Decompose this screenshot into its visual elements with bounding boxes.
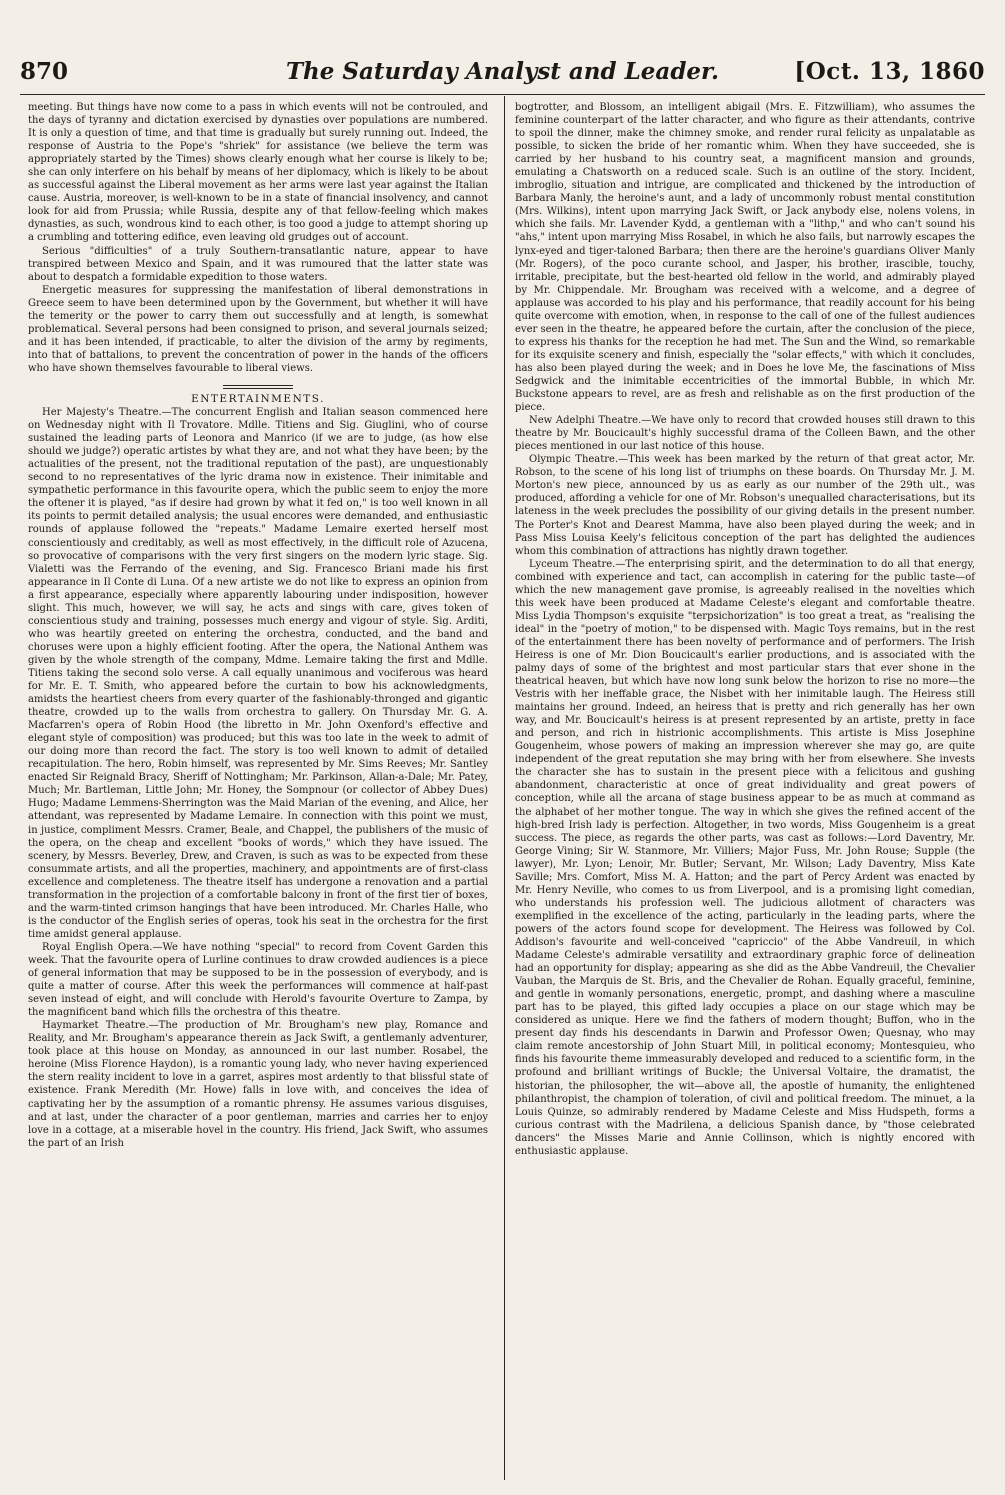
page-number: 870: [20, 58, 69, 85]
article-paragraph: Her Majesty's Theatre.—The concurrent English and Italian season commenced here on Wednesday night with Il Trovatore. Mdlle. Titiens and Sig. Giuglini, who of course sustained the leading parts of Leonora and Manrico (if we are to judge, (as how else should we judge?) operatic artistes by what they are, and not what they have been; by the actualities of the present, not the traditional reputation of the past), are unquestionably second to no representatives of the lyric drama now in existence. Their inimitable and sympathetic performance in this favourite opera, which the public seem to enjoy the more the oftener it is played, "as if desire had grown by what it fed on," is too well known in all its points to permit detailed analysis; the usual encores were demanded, and enthusiastic rounds of applause followed the "repeats." Madame Lemaire exerted herself most conscientiously and creditably, as well as most effectively, in the difficult role of Azucena, so provocative of comparisons with the very first singers on the modern lyric stage. Sig. Vialetti was the Ferrando of the evening, and Sig. Francesco Briani made his first appearance in Il Conte di Luna. Of a new artiste we do not like to express an opinion from a first appearance, especially where apparently labouring under indisposition, however slight. This much, however, we will say, he acts and sings with care, gives token of conscientious study and training, possesses much energy and vigour of style. Sig. Arditi, who was heartily greeted on entering the orchestra, conducted, and the band and choruses were upon a highly efficient footing. After the opera, the National Anthem was given by the whole strength of the company, Mdme. Lemaire taking the first and Mdlle. Titiens taking the second solo verse. A call equally unanimous and vociferous was heard for Mr. E. T. Smith, who appeared before the curtain to bow his acknowledgments, amidsts the heartiest cheers from every quarter of the fashionably-thronged and gigantic theatre, crowded up to the walls from orchestra to gallery. On Thursday Mr. G. A. Macfarren's opera of Robin Hood (the libretto in Mr. John Oxenford's effective and elegant style of composition) was produced; but this was too late in the week to admit of our doing more than record the fact. The story is too well known to admit of detailed recapitulation. The hero, Robin himself, was represented by Mr. Sims Reeves; Mr. Santley enacted Sir Reignald Bracy, Sheriff of Nottingham; Mr. Parkinson, Allan-a-Dale; Mr. Patey, Much; Mr. Bartleman, Little John; Mr. Honey, the Sompnour (or collector of Abbey Dues) Hugo; Madame Lemmens-Sherrington was the Maid Marian of the evening, and Alice, her attendant, was represented by Madame Lemaire. In connection with this point we must, in justice, compliment Messrs. Cramer, Beale, and Chappel, the publishers of the music of the opera, on the cheap and excellent "books of words," which they have issued. The scenery, by Messrs. Beverley, Drew, and Craven, is such as was to be expected from these consummate artists, and all the properties, machinery, and appointments are of first-class excellence and completeness. The theatre itself has undergone a renovation and a partial transformation in the projection of a comfortable balcony in front of the first tier of boxes, and the warm-tinted crimson hangings that have been introduced. Mr. Charles Halle, who is the conductor of the English series of operas, took his seat in the orchestra for the first time amidst general applause.: [28, 407, 488, 940]
article-paragraph: meeting. But things have now come to a pass in which events will not be controuled, and the days of tyranny and dictation exercised by dynasties over populations are numbered. It is only a question of time, and that time is gradually but surely running out. Indeed, the response of Austria to the Pope's "shriek" for assistance (we believe the term was appropriately started by the Times) shows clearly enough what her course is likely to be; she can only interfere on his behalf by means of her diplomacy, which is likely to be about as successful against the Liberal movement as her arms were last year against the Italian cause. Austria, moreover, is well-known to be in a state of financial insolvency, and cannot look for aid from Prussia; while Russia, despite any of that fellow-feeling which makes dynasties, as such, wondrous kind to each other, is too good a judge to attempt shoring up a crumbling and tottering edifice, even leaving old grudges out of account.: [28, 102, 488, 244]
column-divider: [504, 96, 505, 1480]
section-divider: [223, 385, 293, 389]
publication-title: The Saturday Analyst and Leader.: [285, 58, 720, 85]
right-column: [515, 101, 975, 1158]
article-paragraph: Haymarket Theatre.—The production of Mr. Brougham's new play, Romance and Reality, and Mr. Brougham's appearance therein as Jack Swift, a gentlemanly adventurer, took place at this house on Monday, as announced in our last number. Rosabel, the heroine (Miss Florence Haydon), is a romantic young lady, who never having experienced the stern reality incident to love in a garret, aspires most ardently to that blissful state of existence. Frank Meredith (Mr. Howe) falls in love with, and conceives the idea of captivating her by the assumption of a romantic phrensy. He assumes various disguises, and at last, under the character of a poor gentleman, marries and carries her to enjoy love in a cottage, at a miserable hovel in the country. His friend, Jack Swift, who assumes the part of an Irish: [28, 1020, 488, 1149]
left-column: [28, 101, 488, 1150]
header-rule: [20, 94, 985, 95]
article-paragraph: Olympic Theatre.—This week has been marked by the return of that great actor, Mr. Robson, to the scene of his long list of triumphs on these boards. On Thursday Mr. J. M. Morton's new piece, announced by us as early as our number of the 29th ult., was produced, affording a vehicle for one of Mr. Robson's unequalled characterisations, but its lateness in the week precludes the possibility of our giving details in the present number. The Porter's Knot and Dearest Mamma, have also been played during the week; and in Pass Miss Louisa Keely's felicitous conception of the part has delighted the audiences whom this combination of attractions has nightly drawn together.: [515, 454, 975, 557]
article-paragraph: Energetic measures for suppressing the manifestation of liberal demonstrations in Greece seem to have been determined upon by the Government, but whether it will have the temerity or the power to carry them out successfully and at length, is somewhat problematical. Several persons had been consigned to prison, and several journals seized; and it has been intended, if practicable, to alter the division of the army by regiments, into that of battalions, to prevent the concentration of power in the hands of the officers who have shown themselves favourable to liberal views.: [28, 284, 488, 374]
article-paragraph: Lyceum Theatre.—The enterprising spirit, and the determination to do all that energy, combined with experience and tact, can accomplish in catering for the public taste—of which the new management gave promise, is agreeably realised in the novelties which this week have been produced at Madame Celeste's elegant and comfortable theatre. Miss Lydia Thompson's exquisite "terpsichorization" is too great a treat, as "realising the ideal" in the "poetry of motion," to be dispensed with. Magic Toys remains, but in the rest of the entertainment there has been novelty of performance and of performers. The Irish Heiress is one of Mr. Dion Boucicault's earlier productions, and is associated with the palmy days of some of the brightest and most particular stars that ever shone in the theatrical heaven, but which have now long sunk below the horizon to rise no more—the Vestris with her ineffable grace, the Nisbet with her inimitable laugh. The Heiress still maintains her ground. Indeed, an heiress that is pretty and rich generally has her own way, and Mr. Boucicault's heiress is at present represented by an artiste, pretty in face and person, and rich in histrionic accomplishments. This artiste is Miss Josephine Gougenheim, whose powers of making an impression wherever she may go, are quite independent of the great reputation she may bring with her from elsewhere. She invests the character she has to sustain in the present piece with a felicitous and gushing abandonment, characteristic at once of great individuality and great powers of conception, while all the arcana of stage business appear to be as much at command as the alphabet of her mother tongue. The way in which she gives the refined accent of the high-bred Irish lady is perfection. Altogether, in two words, Miss Gougenheim is a great success. The piece, as regards the other parts, was cast as follows:—Lord Daventry, Mr. George Vining; Sir W. Stanmore, Mr. Villiers; Major Fuss, Mr. John Rouse; Supple (the lawyer), Mr. Lyon; Lenoir, Mr. Butler; Servant, Mr. Wilson; Lady Daventry, Miss Kate Saville; Mrs. Comfort, Miss M. A. Hatton; and the part of Percy Ardent was enacted by Mr. Henry Neville, who comes to us from Liverpool, and is a promising light comedian, who understands his profession well. The judicious allotment of characters was exemplified in the excellence of the acting, particularly in the leading parts, where the powers of the actors found scope for development. The Heiress was followed by Col. Addison's favourite and well-conceived "capriccio" of the Abbe Vandreuil, in which Madame Celeste's admirable versatility and extraordinary graphic force of delineation had an opportunity for display; appearing as she did as the Abbe Vandreuil, the Chevalier Vauban, the Marquis de St. Bris, and the Chevalier de Rohan. Equally graceful, feminine, and gentle in womanly personations, energetic, prompt, and dashing where a masculine part has to be played, this gifted lady occupies a place on our stage which may be considered as unique. Here we find the fathers of modern thought; Buffon, who in the present day finds his descendants in Darwin and Professor Owen; Quesnay, who may claim remote ancestorship of John Stuart Mill, in political economy; Montesquieu, who finds his favourite theme immeasurably developed and reduced to a scientific form, in the profound and brilliant writings of Buckle; the Universal Voltaire, the dramatist, the historian, the philosopher, the wit—above all, the apostle of humanity, the enlightened philanthropist, the champion of toleration, of civil and political freedom. The minuet, a la Louis Quinze, so admirably rendered by Madame Celeste and Miss Hudspeth, forms a curious contrast with the Madrilena, a delicious Spanish dance, by "those celebrated dancers" the Misses Marie and Annie Collinson, which is nightly encored with enthusiastic applause.: [515, 558, 975, 1157]
section-heading: ENTERTAINMENTS.: [191, 392, 325, 405]
issue-date: [Oct. 13, 1860: [794, 58, 985, 85]
article-paragraph: Royal English Opera.—We have nothing "special" to record from Covent Garden this week. That the favourite opera of Lurline continues to draw crowded audiences is a piece of general information that may be supposed to be in the possession of everybody, and is quite a matter of course. After this week the performances will commence at half-past seven instead of eight, and will conclude with Herold's favourite Overture to Zampa, by the magnificent band which fills the orchestra of this theatre.: [28, 941, 488, 1019]
page-header: [20, 58, 985, 98]
article-paragraph: bogtrotter, and Blossom, an intelligent abigail (Mrs. E. Fitzwilliam), who assumes the feminine counterpart of the latter character, and who figure as their attendants, contrive to spoil the dinner, make the chimney smoke, and render rural felicity as unpalatable as possible, to sicken the bride of her romantic whim. When they have succeeded, she is carried by her husband to his country seat, a magnificent mansion and grounds, emulating a Chatsworth on a reduced scale. Such is an outline of the story. Incident, imbroglio, situation and intrigue, are complicated and thickened by the introduction of Barbara Manly, the heroine's aunt, and a lady of uncommonly robust mental constitution (Mrs. Wilkins), intent upon marrying Jack Swift, or Jack anybody else, nolens volens, in which she fails. Mr. Lavender Kydd, a gentleman with a "lithp," and who can't sound his "ahs," intent upon marrying Miss Rosabel, in which he also fails, but narrowly escapes the lynx-eyed and tiger-taloned Barbara; then there are the heroine's guardians Oliver Manly (Mr. Rogers), of the poco curante school, and Jasper, his brother, irascible, touchy, irritable, precipitate, but the best-hearted old fellow in the world, and admirably played by Mr. Chippendale. Mr. Brougham was received with a welcome, and a degree of applause was accorded to his play and his performance, that readily account for his being quite overcome with emotion, when, in response to the call of one of the fullest audiences ever seen in the theatre, he appeared before the curtain, after the conclusion of the piece, to express his thanks for the reception he had met. The Sun and the Wind, so remarkable for its exquisite scenery and finish, especially the "solar effects," with which it concludes, has also been played during the week; and in Does he love Me, the fascinations of Miss Sedgwick and the inimitable eccentricities of the immortal Bubble, in which Mr. Buckstone appears to revel, are as fresh and relishable as on the first production of the piece.: [515, 102, 975, 414]
article-paragraph: New Adelphi Theatre.—We have only to record that crowded houses still drawn to this theatre by Mr. Boucicault's highly successful drama of the Colleen Bawn, and the other pieces mentioned in our last notice of this house.: [515, 415, 975, 453]
article-paragraph: Serious "difficulties" of a truly Southern-transatlantic nature, appear to have transpired between Mexico and Spain, and it was rumoured that the latter state was about to despatch a formidable expedition to those waters.: [28, 245, 488, 283]
